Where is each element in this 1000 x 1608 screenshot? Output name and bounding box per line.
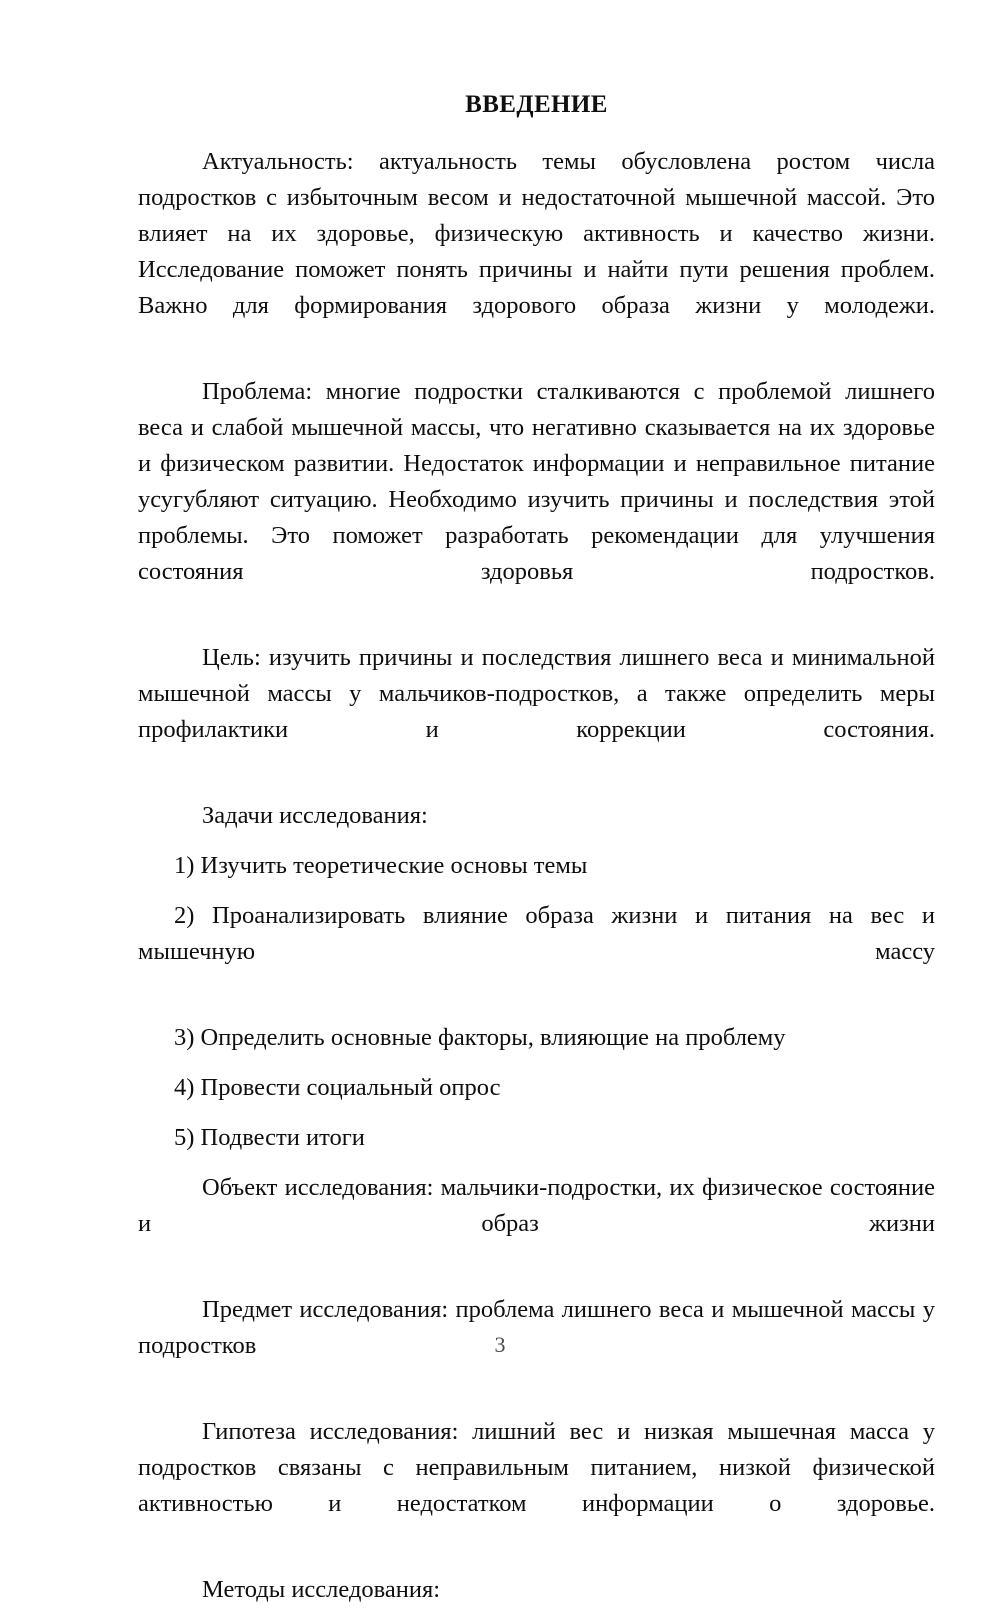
paragraph-goal: Цель: изучить причины и последствия лишнего веса и минимальной мышечной массы у мальчиков-подростков, а также определить меры профилактики и коррекции состояния.	[138, 644, 935, 743]
list-item: 5) Подвести итоги	[174, 1124, 365, 1151]
page-title: ВВЕДЕНИЕ	[465, 91, 608, 118]
paragraph-object: Объект исследования: мальчики-подростки, их физическое состояние и образ жизни	[138, 1174, 935, 1237]
tasks-heading: Задачи исследования:	[202, 802, 428, 829]
list-item: 1) Изучить теоретические основы темы	[174, 852, 588, 879]
paragraph-hypothesis: Гипотеза исследования: лишний вес и низкая мышечная масса у подростков связаны с неправильным питанием, низкой физической активностью и недостатком информации о здоровье.	[138, 1418, 935, 1517]
list-item: 3) Определить основные факторы, влияющие на проблему	[174, 1024, 786, 1051]
list-item: 4) Провести социальный опрос	[174, 1074, 501, 1101]
document-body	[138, 88, 935, 1608]
paragraph-problem: Проблема: многие подростки сталкиваются с проблемой лишнего веса и слабой мышечной массы, что негативно сказывается на их здоровье и физическом развитии. Недостаток информации и неправильное питание усугубляют ситуацию. Необходимо изучить причины и последствия этой проблемы. Это поможет разработать рекомендации для улучшения состояния здоровья подростков.	[138, 378, 935, 585]
page-number: 3	[494, 1332, 506, 1357]
methods-heading: Методы исследования:	[202, 1576, 441, 1603]
list-item: 2) Проанализировать влияние образа жизни и питания на вес и мышечную массу	[138, 902, 935, 965]
paragraph-subject: Предмет исследования: проблема лишнего веса и мышечной массы у подростков	[138, 1296, 935, 1359]
paragraph-relevance: Актуальность: актуальность темы обусловлена ростом числа подростков с избыточным весом и недостаточной мышечной массой. Это влияет на их здоровье, физическую активность и качество жизни. Исследование поможет понять причины и найти пути решения проблем. Важно для формирования здорового образа жизни у молодежи.	[138, 148, 935, 319]
